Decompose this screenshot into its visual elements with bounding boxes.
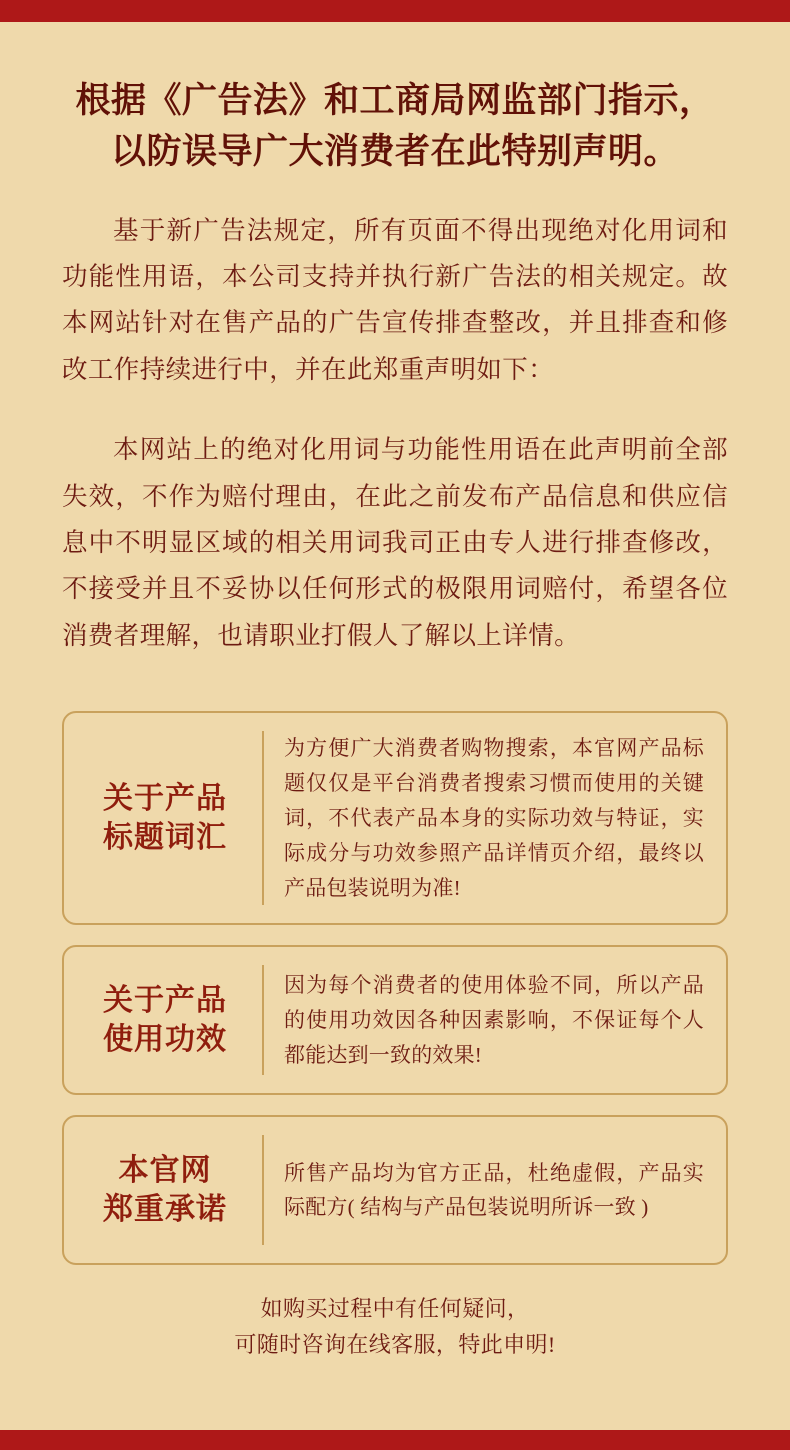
footer-line-1: 如购买过程中有任何疑问，	[260, 1296, 530, 1322]
card-2-title-line-2: 使用功效	[103, 1023, 227, 1057]
paragraph-two: 本网站上的绝对化用词与功能性用语在此声明前全部失效，不作为赔付理由，在此之前发布产品信息和供应信息中不明显区域的相关用词我司正由专人进行排查修改，不接受并且不妥协以任何形式的极限用词赔付，希望各位消费者理解，也请职业打假人了解以上详情。	[62, 435, 728, 650]
page-title-line-1: 根据《广告法》和工商局网监部门指示，	[75, 81, 715, 120]
card-1-title-line-1: 关于产品	[103, 781, 227, 815]
card-1-title-line-2: 标题词汇	[103, 821, 227, 855]
page-content	[0, 22, 790, 1430]
statement-cards	[62, 711, 728, 1265]
bottom-red-bar	[0, 1430, 790, 1450]
paragraph-one: 基于新广告法规定，所有页面不得出现绝对化用词和功能性用语，本公司支持并执行新广告法的相关规定。故本网站针对在售产品的广告宣传排查整改，并且排查和修改工作持续进行中，并在此郑重声明如下：	[62, 215, 728, 384]
card-official-promise	[62, 1115, 728, 1265]
card-2-body: 因为每个消费者的使用体验不同，所以产品的使用功效因各种因素影响，不保证每个人都能达到一致的效果!	[284, 973, 704, 1067]
top-red-bar	[0, 0, 790, 22]
card-3-body: 所售产品均为官方正品，杜绝虚假，产品实际配方( 结构与产品包装说明所诉一致 )	[284, 1160, 704, 1220]
card-3-title-line-2: 郑重承诺	[103, 1193, 227, 1227]
footer-note	[62, 1291, 728, 1361]
page-title-line-2: 以防误导广大消费者在此特别声明。	[110, 131, 679, 171]
card-product-efficacy	[62, 945, 728, 1095]
card-1-body: 为方便广大消费者购物搜索，本官网产品标题仅仅是平台消费者搜索习惯而使用的关键词，不代表产品本身的实际功效与特证，实际成分与功效参照产品详情页介绍，最终以产品包装说明为准!	[284, 736, 704, 900]
card-2-title-line-1: 关于产品	[103, 983, 227, 1017]
card-3-title	[82, 1135, 264, 1245]
card-3-title-line-1: 本官网	[118, 1153, 212, 1187]
page-title	[62, 76, 728, 178]
footer-line-2: 可随时咨询在线客服，特此申明!	[234, 1331, 556, 1357]
card-product-title-wording	[62, 711, 728, 925]
card-2-title	[82, 965, 264, 1075]
card-1-title	[82, 731, 264, 905]
